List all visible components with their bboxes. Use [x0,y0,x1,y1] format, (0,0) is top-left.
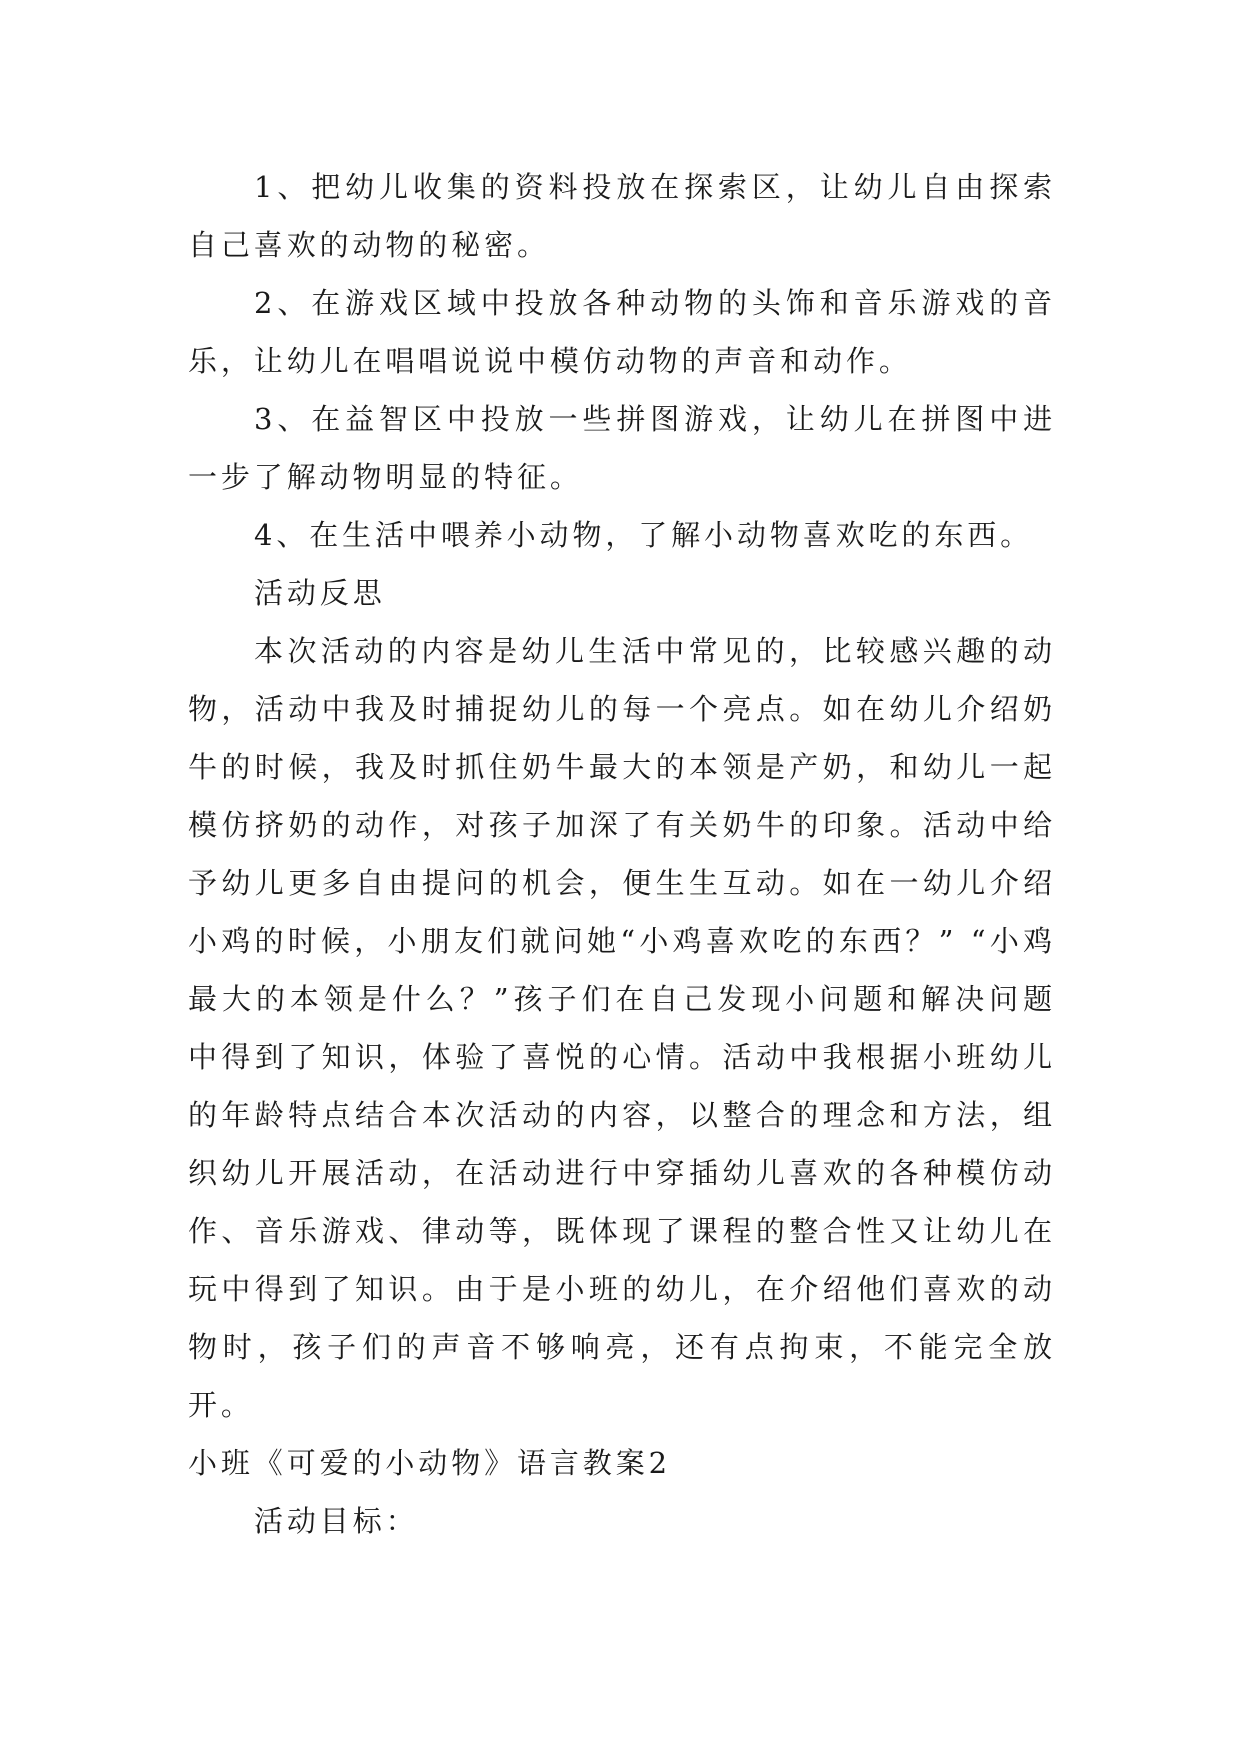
goals-subheading: 活动目标： [254,1504,419,1538]
section-title: 小班《可爱的小动物》语言教案2 [188,1446,671,1480]
document-body [188,158,1056,1550]
paragraph-item-4: 4、在生活中喂养小动物，了解小动物喜欢吃的东西。 [254,518,1034,552]
paragraph-item-1: 1、把幼儿收集的资料投放在探索区，让幼儿自由探索自己喜欢的动物的秘密。 [188,170,1056,262]
reflection-heading: 活动反思 [254,576,386,610]
reflection-paragraph: 本次活动的内容是幼儿生活中常见的，比较感兴趣的动物，活动中我及时捕捉幼儿的每一个亮点。如在幼儿介绍奶牛的时候，我及时抓住奶牛最大的本领是产奶，和幼儿一起模仿挤奶的动作，对孩子加深了有关奶牛的印象。活动中给予幼儿更多自由提问的机会，便生生互动。如在一幼儿介绍小鸡的时候，小朋友们就问她“小鸡喜欢吃的东西？” “小鸡最大的本领是什么？”孩子们在自己发现小问题和解决问题中得到了知识，体验了喜悦的心情。活动中我根据小班幼儿的年龄特点结合本次活动的内容，以整合的理念和方法，组织幼儿开展活动，在活动进行中穿插幼儿喜欢的各种模仿动作、音乐游戏、律动等，既体现了课程的整合性又让幼儿在玩中得到了知识。由于是小班的幼儿，在介绍他们喜欢的动物时，孩子们的声音不够响亮，还有点拘束，不能完全放开。 [188,634,1056,1422]
paragraph-item-2: 2、在游戏区域中投放各种动物的头饰和音乐游戏的音乐，让幼儿在唱唱说说中模仿动物的声音和动作。 [188,286,1056,378]
paragraph-item-3: 3、在益智区中投放一些拼图游戏，让幼儿在拼图中进一步了解动物明显的特征。 [188,402,1056,494]
